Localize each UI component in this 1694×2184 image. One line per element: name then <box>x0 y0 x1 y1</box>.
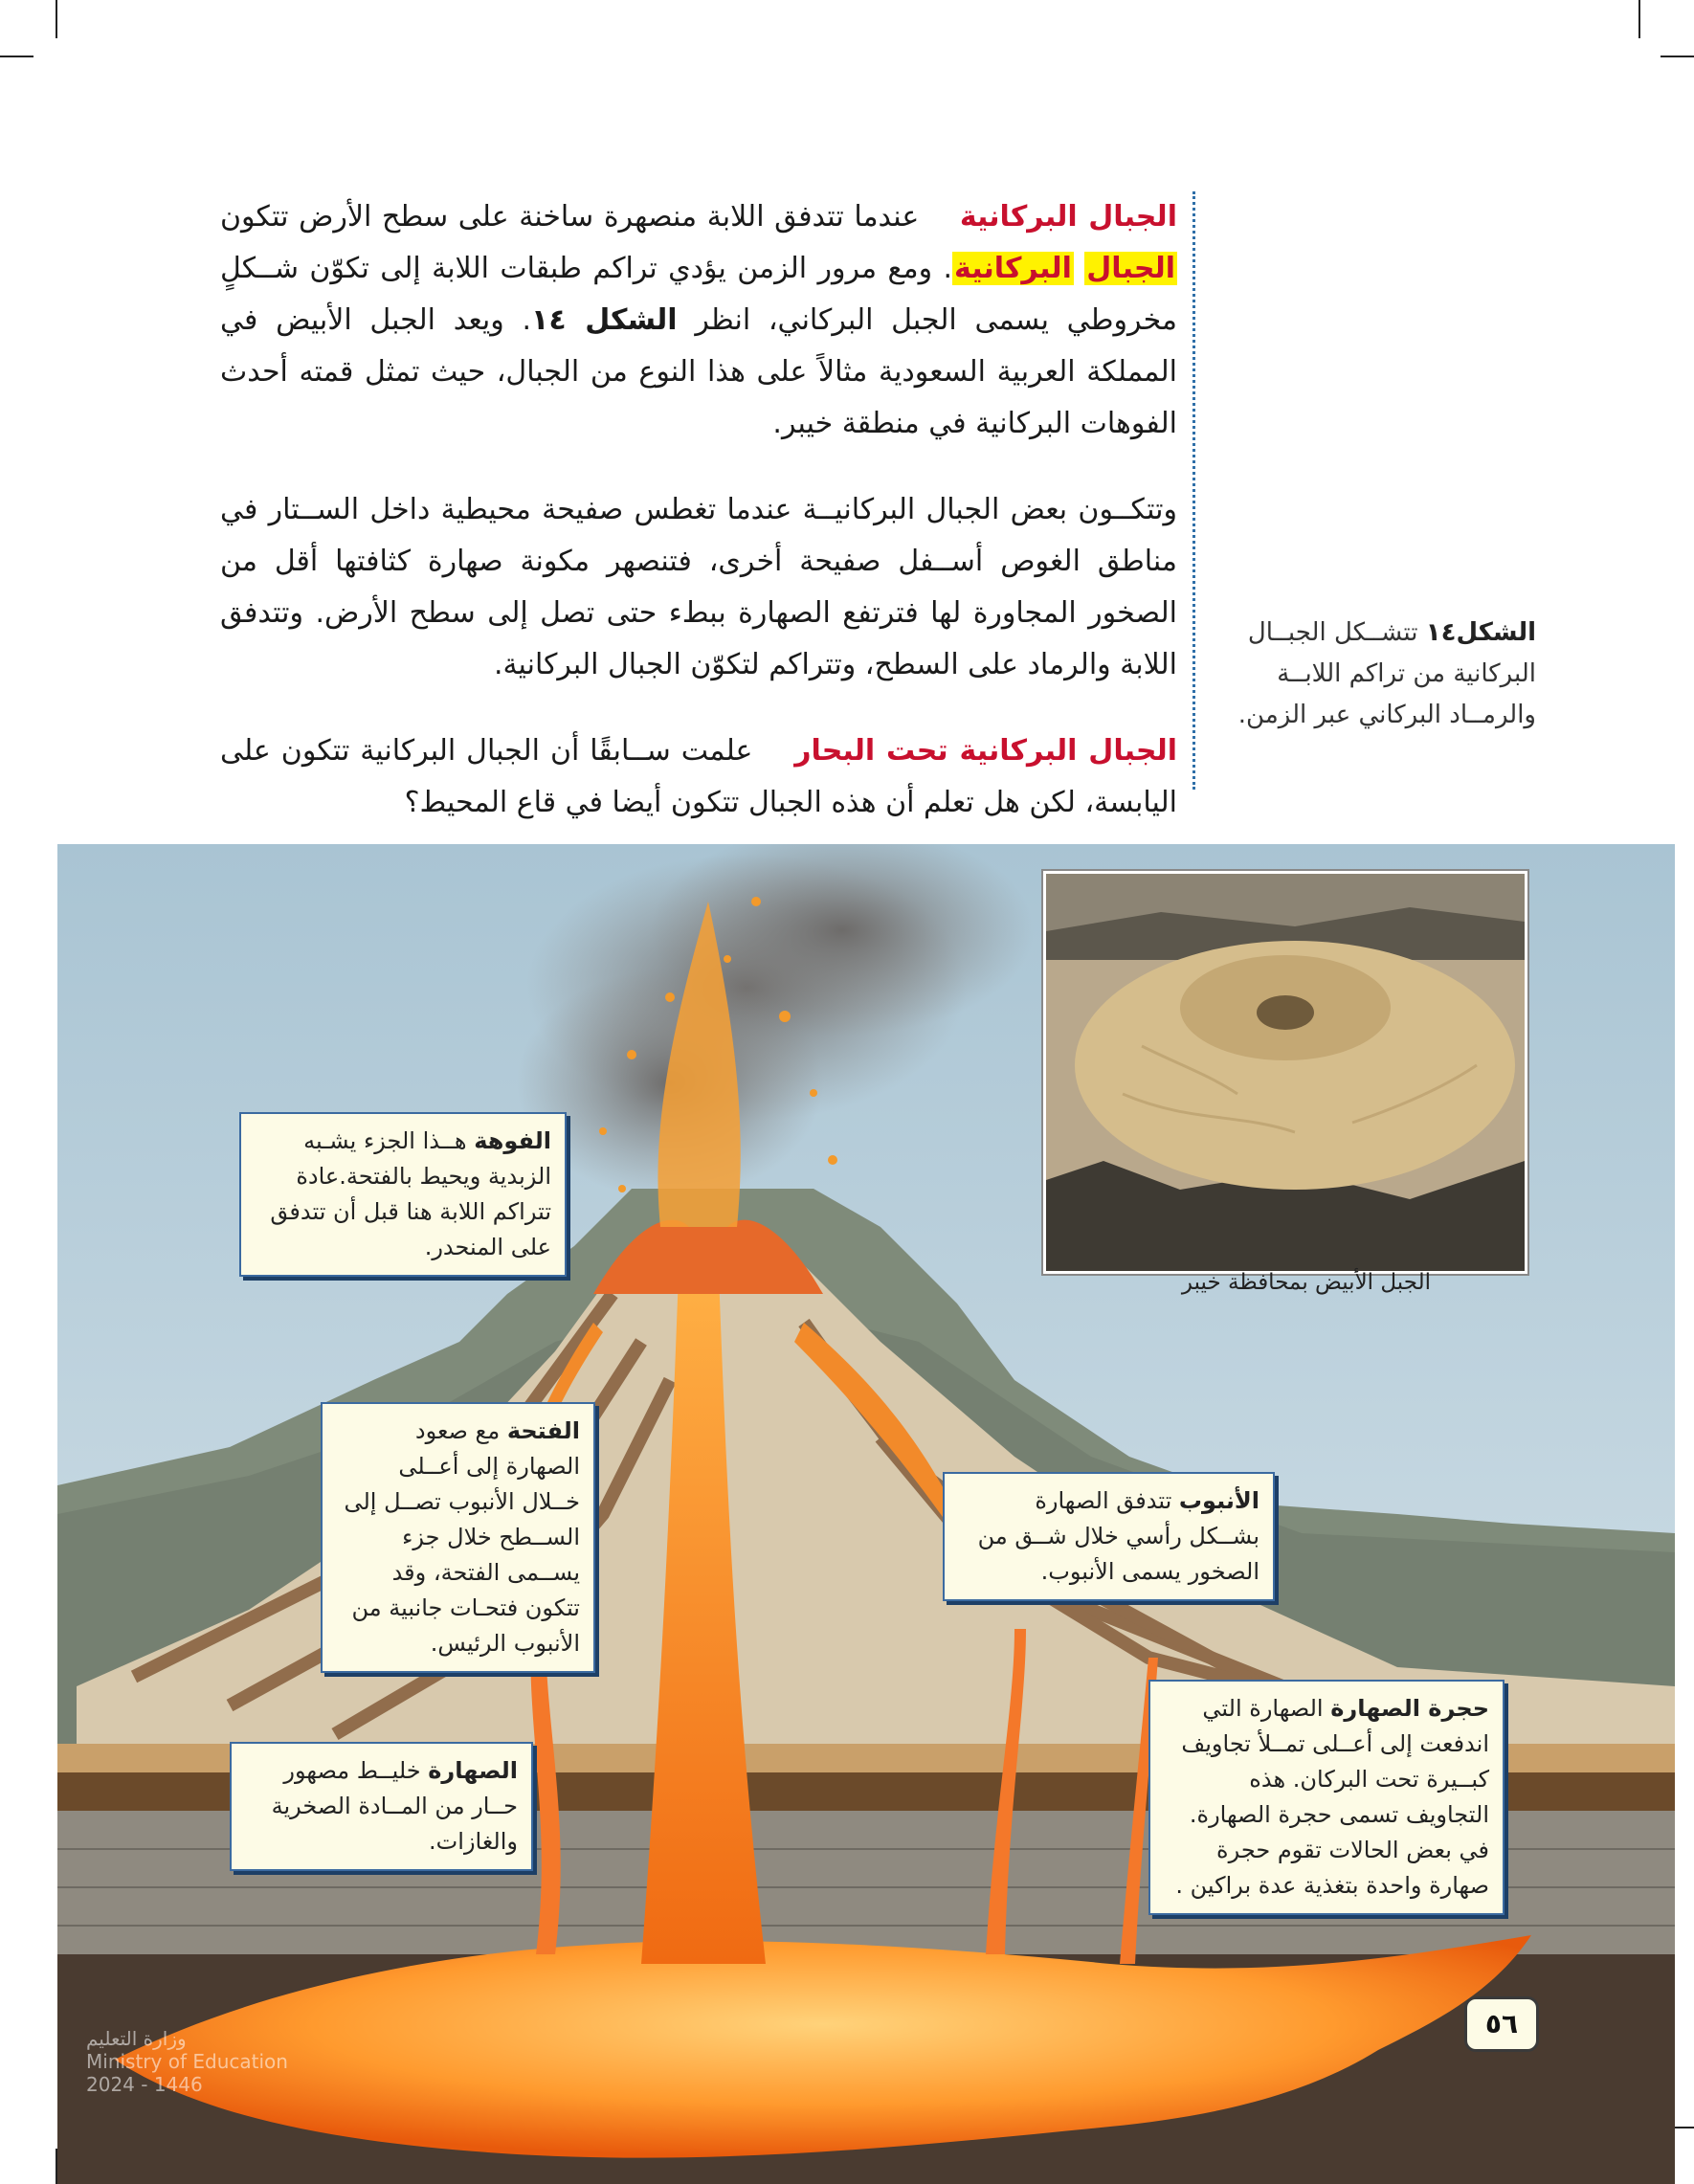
crop-mark <box>0 56 33 57</box>
watermark-line: 2024 - 1446 <box>86 2073 203 2096</box>
callout-title: الأنبوب <box>1178 1487 1259 1514</box>
callout-text: الصهارة التي اندفعت إلى أعــلى تمــلأ تجاويف كبــيرة تحت البركان. هذه التجاويف تسمى حجرة الصهارة. في بعض الحالات تقوم حجرة صهارة واحدة بتغذية عدة براكين . <box>1175 1695 1489 1899</box>
heading-undersea-volcanoes: الجبال البركانية تحت البحار <box>794 734 1177 768</box>
callout-crater <box>239 1112 567 1277</box>
margin-divider <box>1192 191 1195 790</box>
figure-caption <box>1220 613 1536 736</box>
callout-text: تتدفق الصهارة بشــكل رأسي خلال شــق من الصخور يسمى الأنبوب. <box>977 1487 1259 1585</box>
callout-text: هــذا الجزء يشـبه الزبدية ويحيط بالفتحة.عادة تتراكم اللابة هنا قبل أن تتدفق على المنحدر. <box>270 1127 551 1260</box>
paragraph-text: عندما تتدفق اللابة منصهرة ساخنة على سطح الأرض تتكون <box>220 200 920 234</box>
callout-title: الفوهة <box>474 1127 551 1154</box>
callout-text: خليــط مصهور حــار من المــادة الصخرية والغازات. <box>271 1757 518 1855</box>
crop-mark <box>1638 0 1640 38</box>
figure-reference: الشكل ١٤ <box>531 303 678 337</box>
callout-magma-chamber <box>1148 1680 1505 1915</box>
crop-mark <box>1661 56 1694 57</box>
watermark-line: وزارة التعليم <box>86 2027 187 2050</box>
paragraph-volcanic-mountains <box>220 191 1177 450</box>
callout-title: الصهارة <box>428 1757 518 1784</box>
paragraph-undersea <box>220 725 1177 829</box>
figure-label: الشكل١٤ <box>1425 618 1536 647</box>
highlighted-term: الجبال <box>1086 252 1175 285</box>
page-number: ٥٦ <box>1464 1996 1539 2052</box>
crop-mark <box>56 0 57 38</box>
watermark-line: Ministry of Education <box>86 2050 288 2073</box>
callout-title: حجرة الصهارة <box>1330 1695 1489 1722</box>
figure-caption-text: تتشــكل الجبــال البركانية من تراكم اللابــة والرمــاد البركاني عبر الزمن. <box>1237 618 1536 729</box>
paragraph-text: . ومع مرور الزمن يؤدي تراكم طبقات اللابة إلى تكوّن شــكلٍ مخروطي يسمى الجبل البركاني، انظر <box>220 252 1178 337</box>
paragraph-text: علمت ســابقًا أن الجبال البركانية تتكون على اليابسة، لكن هل تعلم أن هذه الجبال تتكون أيضا في قاع المحيط؟ <box>220 734 1177 819</box>
white-mountain-photo <box>1043 871 1527 1274</box>
paragraph-subduction: وتتكــون بعض الجبال البركانيــة عندما تغطس صفيحة محيطية داخل الســتار في مناطق الغوص أســفل صفيحة أخرى، فتنصهر مكونة صهارة كثافتها أقل من الصخور المجاورة لها فترتفع الصهارة ببطء حتى تصل إلى سطح الأرض. وتتدفق اللابة والرماد على السطح، وتتراكم لتكوّن الجبال البركانية. <box>220 493 1177 681</box>
photo-caption: الجبل الأبيض بمحافظة خيبر <box>1181 1270 1431 1295</box>
callout-pipe <box>943 1472 1275 1601</box>
callout-magma <box>230 1742 533 1871</box>
heading-volcanic-mountains: الجبال البركانية <box>959 200 1177 234</box>
crater-photo-image <box>1046 874 1525 1271</box>
ministry-watermark <box>86 2027 288 2096</box>
callout-text: مع صعود الصهارة إلى أعــلى خــلال الأنبوب تصــل إلى الســطح خلال جزء يســمى الفتحة، وقد تتكون فتحـات جانبية من الأنبوب الرئيس. <box>344 1417 580 1657</box>
paragraph-text: . ويعد الجبل الأبيض في المملكة العربية السعودية مثالاً على هذا النوع من الجبال، حيث تمثل قمته أحدث الفوهات البركانية في منطقة خيبر. <box>220 303 1177 440</box>
highlighted-term: البركانية <box>954 252 1072 285</box>
main-text <box>220 191 1177 863</box>
callout-vent <box>321 1402 595 1673</box>
callout-title: الفتحة <box>506 1417 580 1444</box>
